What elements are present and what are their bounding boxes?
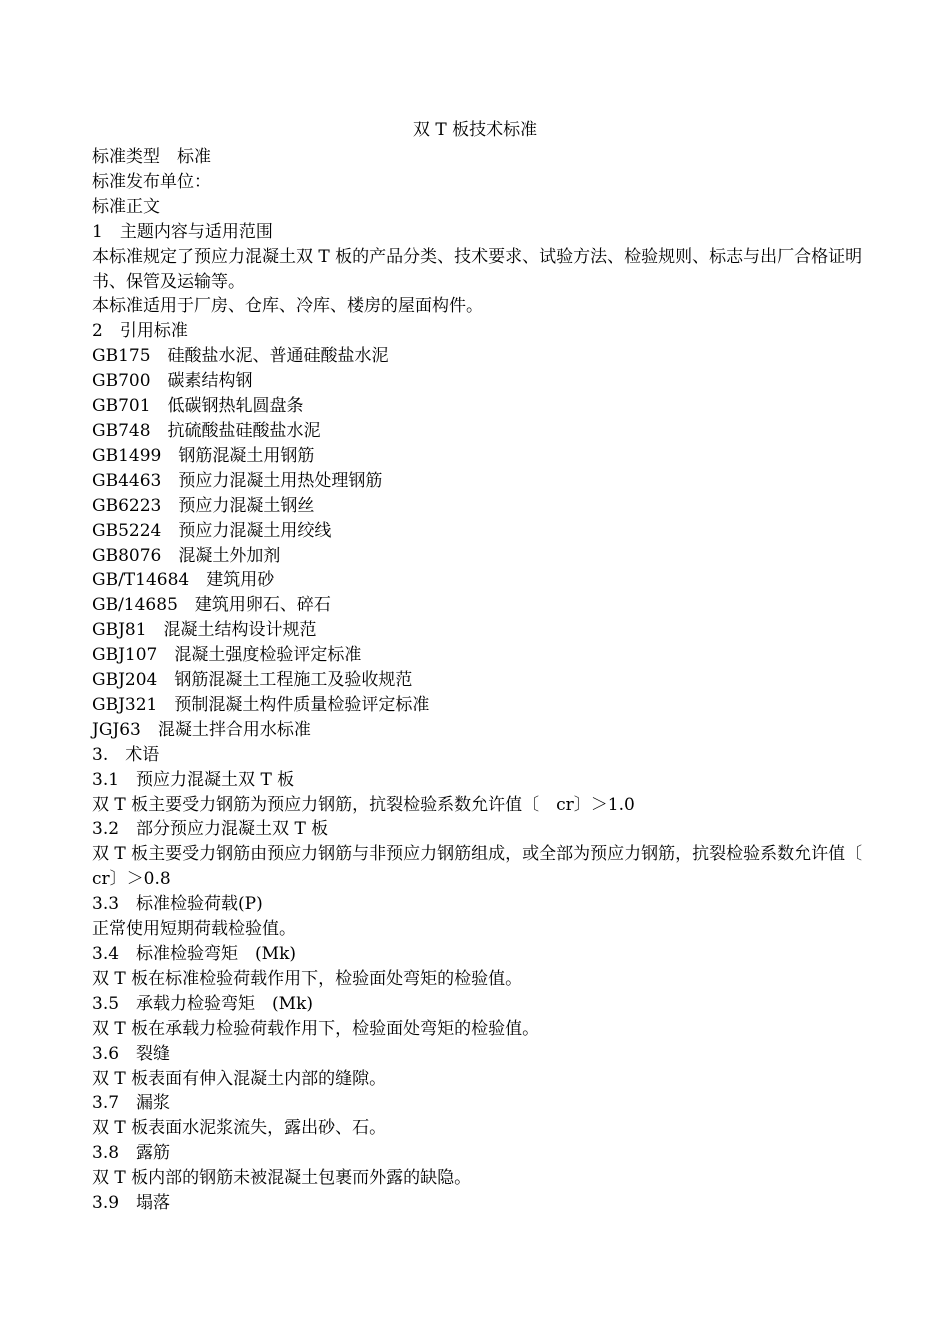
document-line: 本标准规定了预应力混凝土双 T 板的产品分类、技术要求、试验方法、检验规则、标志与出厂合格证明书、保管及运输等。 [92, 246, 863, 292]
document-line: GB6223 预应力混凝土钢丝 [92, 495, 315, 516]
document-line: GB5224 预应力混凝土用绞线 [92, 520, 332, 541]
document-line: GBJ107 混凝土强度检验评定标准 [92, 645, 362, 666]
document-line: 3.5 承载力检验弯矩 (Mk) [92, 993, 314, 1014]
document-line: 标准发布单位： [92, 171, 211, 192]
document-line: GB8076 混凝土外加剂 [92, 545, 281, 566]
document-line: 双 T 板在标准检验荷载作用下，检验面处弯矩的检验值。 [92, 968, 523, 989]
document-line: GBJ321 预制混凝土构件质量检验评定标准 [92, 694, 430, 715]
document-line: 3.7 漏浆 [92, 1093, 171, 1114]
document-line: 双 T 板表面有伸入混凝土内部的缝隙。 [92, 1068, 387, 1089]
document-line: JGJ63 混凝土拌合用水标准 [92, 719, 311, 740]
document-line: GB/14685 建筑用卵石、碎石 [92, 595, 331, 616]
document-line: 双 T 板主要受力钢筋由预应力钢筋与非预应力钢筋组成，或全部为预应力钢筋，抗裂检验系数允许值〔 cr〕＞0.8 [92, 844, 880, 890]
document-line: GB748 抗硫酸盐硅酸盐水泥 [92, 420, 321, 441]
document-line: GB701 低碳钢热轧圆盘条 [92, 396, 304, 417]
document-title: 双 T 板技术标准 [412, 120, 538, 140]
document-line: 标准正文 [92, 196, 160, 217]
document-line: GBJ81 混凝土结构设计规范 [92, 620, 317, 641]
document-line: 3.1 预应力混凝土双 T 板 [92, 769, 295, 790]
document-line: 本标准适用于厂房、仓库、冷库、楼房的屋面构件。 [92, 296, 483, 317]
document-line: GB/T14684 建筑用砂 [92, 570, 275, 591]
document-line: 正常使用短期荷载检验值。 [92, 919, 296, 940]
document-line: 双 T 板在承载力检验荷载作用下，检验面处弯矩的检验值。 [92, 1018, 540, 1039]
document-line: GBJ204 钢筋混凝土工程施工及验收规范 [92, 670, 413, 691]
document-line: GB4463 预应力混凝土用热处理钢筋 [92, 470, 383, 491]
document-line: 1 主题内容与适用范围 [92, 221, 273, 242]
document-line: 3.6 裂缝 [92, 1043, 171, 1064]
document-line: 双 T 板表面水泥浆流失，露出砂、石。 [92, 1118, 387, 1139]
document-body [92, 145, 880, 1216]
document-line: 双 T 板主要受力钢筋为预应力钢筋，抗裂检验系数允许值〔 cr〕＞1.0 [92, 794, 635, 815]
document-line: 双 T 板内部的钢筋未被混凝土包裹而外露的缺隐。 [92, 1168, 472, 1189]
document-line: 3.9 塌落 [92, 1193, 171, 1214]
document-line: 3.2 部分预应力混凝土双 T 板 [92, 819, 329, 840]
document-line: GB175 硅酸盐水泥、普通硅酸盐水泥 [92, 346, 389, 367]
document-line: GB700 碳素结构钢 [92, 371, 253, 392]
document-line: 3.4 标准检验弯矩 (Mk) [92, 944, 297, 964]
document-line: 2 引用标准 [92, 321, 188, 342]
document-line: 标准类型 标准 [92, 147, 211, 167]
document-line: 3. 术语 [92, 744, 160, 765]
document-line: GB1499 钢筋混凝土用钢筋 [92, 445, 315, 466]
document-line: 3.8 露筋 [92, 1143, 171, 1164]
document-line: 3.3 标准检验荷载(P) [92, 894, 263, 915]
